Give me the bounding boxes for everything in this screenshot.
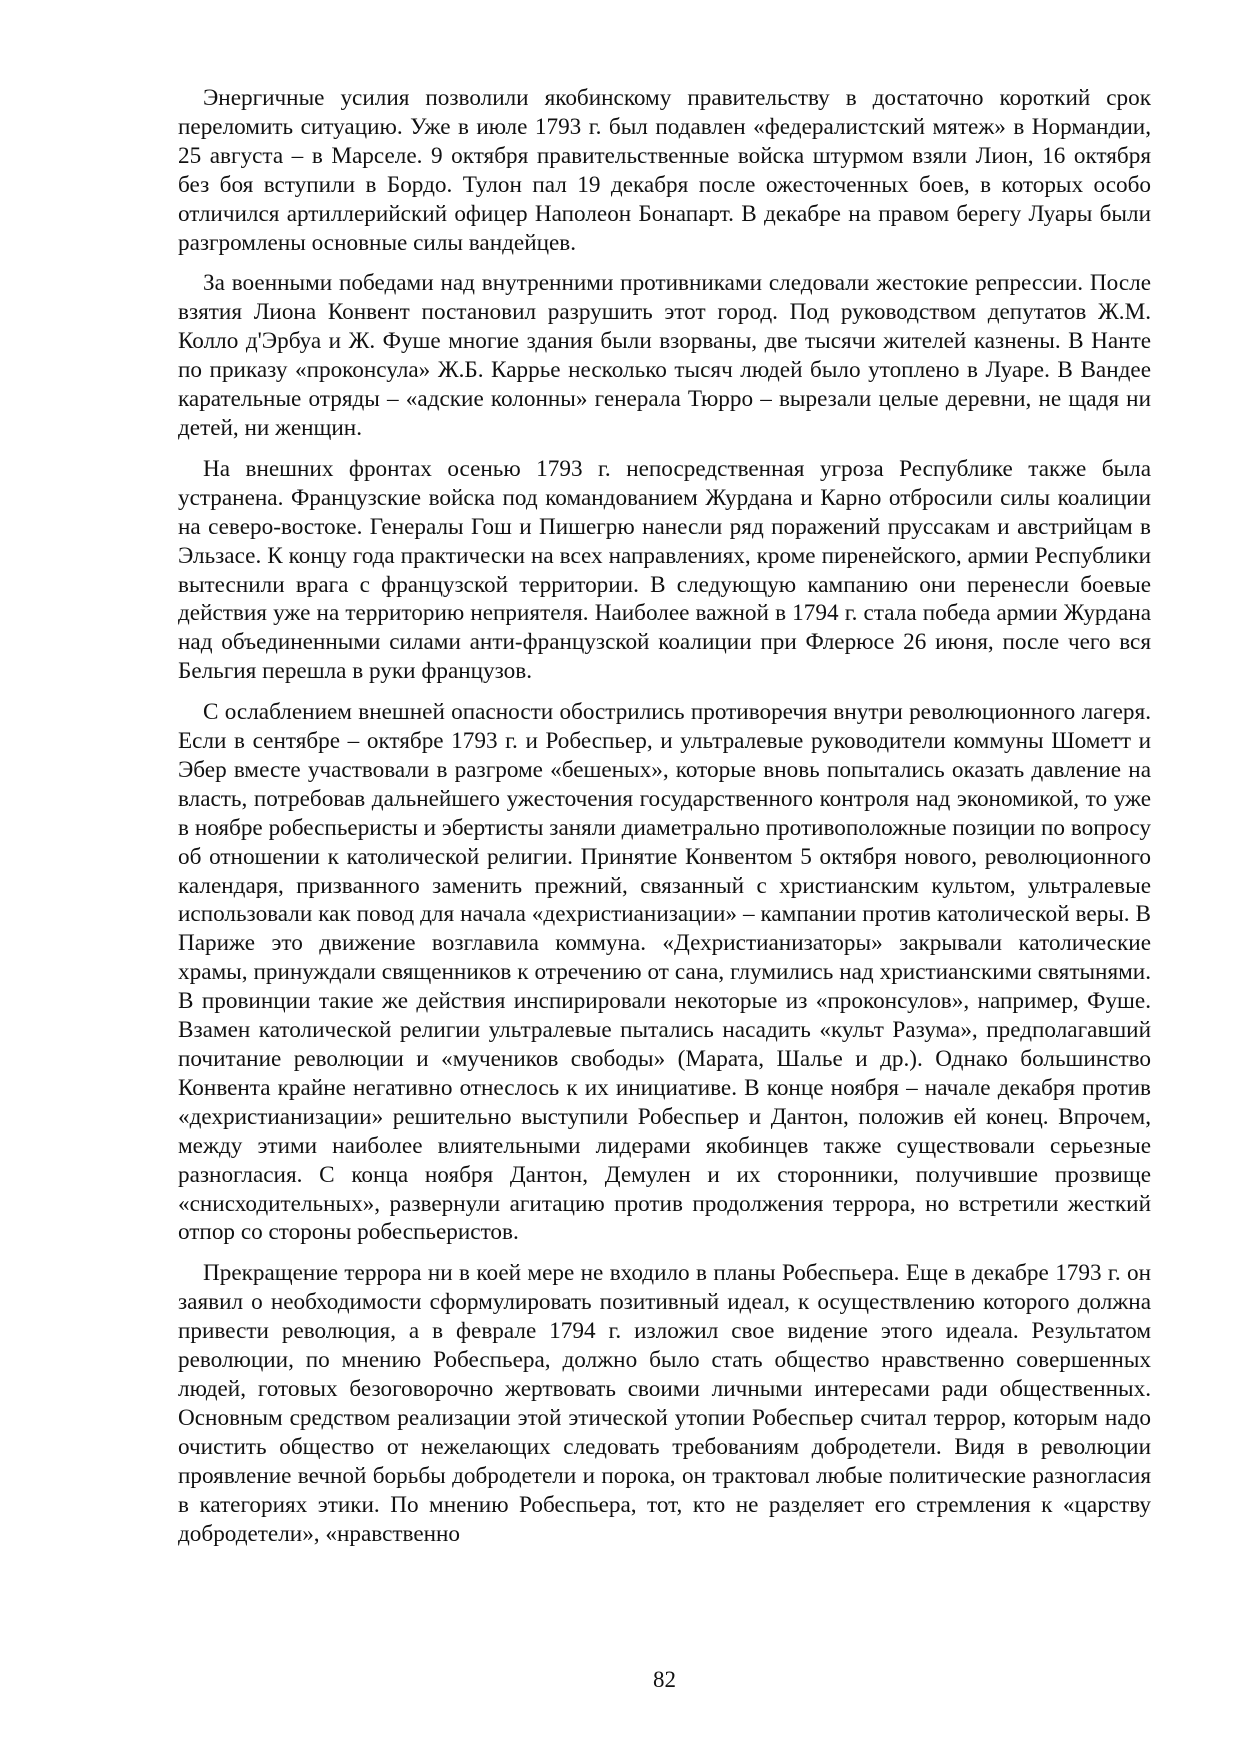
paragraph-5: Прекращение террора ни в коей мере не входило в планы Робеспьера. Еще в декабре 1793 г. он заявил о необходимости сформулировать позитивный идеал, к осуществлению которого должна привести революция, а в феврале 1794 г. изложил свое видение этого идеала. Результатом революции, по мнению Робеспьера, должно было стать общество нравственно совершенных людей, готовых безоговорочно жертвовать своими личными интересами ради общественных. Основным средством реализации этой этической утопии Робеспьер считал террор, которым надо очистить общество от нежелающих следовать требованиям добродетели. Видя в революции проявление вечной борьбы добродетели и порока, он трактовал любые политические разногласия в категориях этики. По мнению Робеспьера, тот, кто не разделяет его стремления к «царству добродетели», «нравственно	[178, 1260, 1151, 1547]
page-number: 82	[653, 1667, 676, 1692]
paragraph-2: За военными победами над внутренними противниками следовали жестокие репрессии. После взятия Лиона Конвент постановил разрушить этот город. Под руководством депутатов Ж.М. Колло д'Эрбуа и Ж. Фуше многие здания были взорваны, две тысячи жителей казнены. В Нанте по приказу «проконсула» Ж.Б. Каррье несколько тысяч людей было утоплено в Луаре. В Вандее карательные отряды – «адские колонны» генерала Тюрро – вырезали целые деревни, не щадя ни детей, ни женщин.	[178, 270, 1151, 441]
paragraph-4: С ослаблением внешней опасности обострились противоречия внутри революционного лагеря. Если в сентябре – октябре 1793 г. и Робеспьер, и ультралевые руководители коммуны Шометт и Эбер вместе участвовали в разгроме «бешеных», которые вновь попытались оказать давление на власть, потребовав дальнейшего ужесточения государственного контроля над экономикой, то уже в ноябре робеспьеристы и эбертисты заняли диаметрально противоположные позиции по вопросу об отношении к католической религии. Принятие Конвентом 5 октября нового, революционного календаря, призванного заменить прежний, связанный с христианским культом, ультралевые использовали как повод для начала «дехристианизации» – кампании против католической веры. В Париже это движение возглавила коммуна. «Дехристианизаторы» закрывали католические храмы, принуждали священников к отречению от сана, глумились над христианскими святынями. В провинции такие же действия инспирировали некоторые из «проконсулов», например, Фуше. Взамен католической религии ультралевые пытались насадить «культ Разума», предполагавший почитание революции и «мучеников свободы» (Марата, Шалье и др.). Однако большинство Конвента крайне негативно отнеслось к их инициативе. В конце ноября – начале декабря против «дехристианизации» решительно выступили Робеспьер и Дантон, положив ей конец. Впрочем, между этими наиболее влиятельными лидерами якобинцев также существовали серьезные разногласия. С конца ноября Дантон, Демулен и их сторонники, получившие прозвище «снисходительных», развернули агитацию против продолжения террора, но встретили жесткий отпор со стороны робеспьеристов.	[178, 699, 1151, 1246]
paragraph-1: Энергичные усилия позволили якобинскому правительству в достаточно короткий срок переломить ситуацию. Уже в июле 1793 г. был подавлен «федералистский мятеж» в Нормандии, 25 августа – в Марселе. 9 октября правительственные войска штурмом взяли Лион, 16 октября без боя вступили в Бордо. Тулон пал 19 декабря после ожесточенных боев, в которых особо отличился артиллерийский офицер Наполеон Бонапарт. В декабре на правом берегу Луары были разгромлены основные силы вандейцев.	[178, 85, 1151, 256]
page-body	[178, 84, 1151, 1560]
paragraph-3: На внешних фронтах осенью 1793 г. непосредственная угроза Республике также была устранена. Французские войска под командованием Журдана и Карно отбросили силы коалиции на северо-востоке. Генералы Гош и Пишегрю нанесли ряд поражений пруссакам и австрийцам в Эльзасе. К концу года практически на всех направлениях, кроме пиренейского, армии Республики вытеснили врага с французской территории. В следующую кампанию они перенесли боевые действия уже на территорию неприятеля. Наиболее важной в 1794 г. стала победа армии Журдана над объединенными силами анти-французской коалиции при Флерюсе 26 июня, после чего вся Бельгия перешла в руки французов.	[178, 455, 1151, 685]
